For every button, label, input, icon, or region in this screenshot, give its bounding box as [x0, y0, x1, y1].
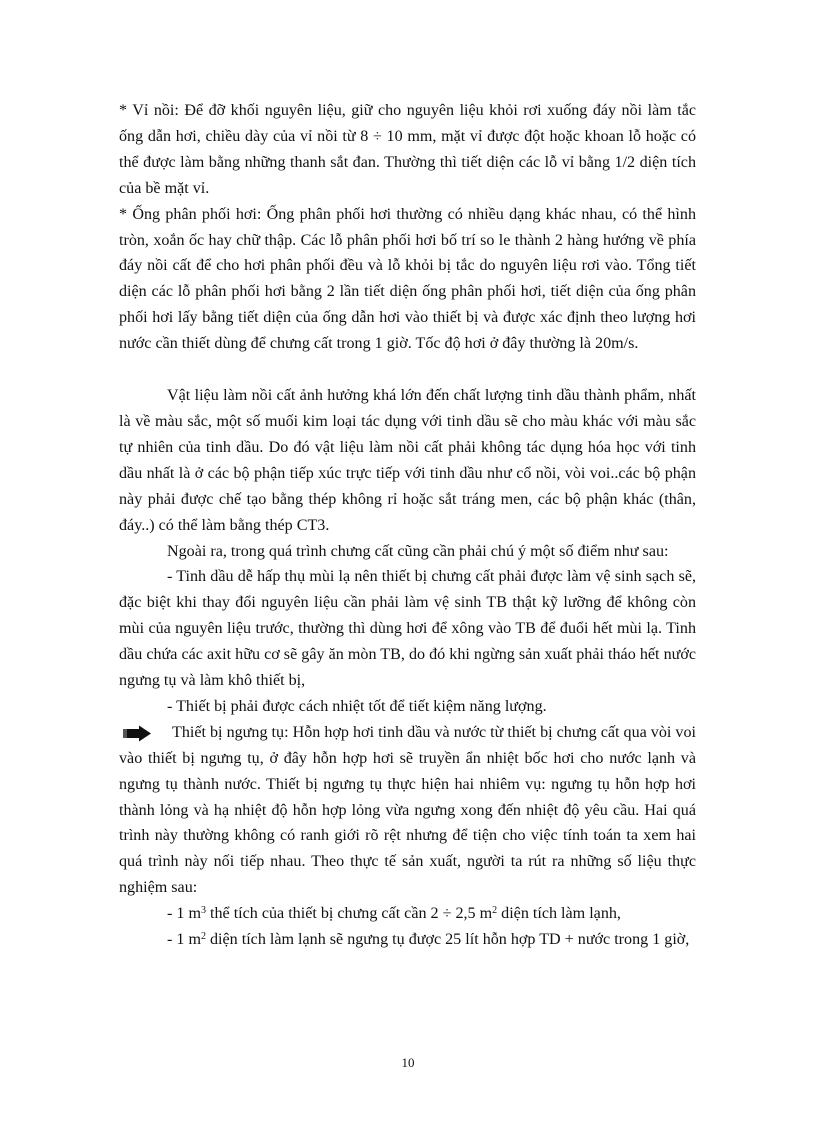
list-item-the-tich-text-3: diện tích làm lạnh,: [497, 905, 621, 923]
list-item-dien-tich: [119, 927, 696, 953]
paragraph-spacer: [119, 357, 696, 383]
paragraph-ong-phan-phoi-hoi: * Ống phân phối hơi: Ống phân phối hơi thường có nhiều dạng khác nhau, có thể hình tròn, xoắn ốc hay chữ thập. Các lỗ phân phối hơi bố trí so le thành 2 hàng hướng về phía đáy nồi cất để cho hơi phân phối đều và lỗ khỏi bị tắc do nguyên liệu rơi vào. Tổng tiết diện các lỗ phân phối hơi bằng 2 lần tiết diện ống phân phối hơi, tiết diện của ống phân phối hơi lấy bằng tiết diện của ống dẫn hơi vào thiết bị và được xác định theo lượng hơi nước cần thiết dùng để chưng cất trong 1 giờ. Tốc độ hơi ở đây thường là 20m/s.: [119, 205, 696, 353]
superscript-squared: 2: [200, 931, 206, 943]
superscript-squared: 2: [492, 905, 498, 917]
list-item-dien-tich-text-1: - 1 m: [167, 931, 201, 949]
page-body: [119, 98, 696, 953]
page-number: 10: [401, 1055, 415, 1070]
list-item-the-tich: [119, 901, 696, 927]
list-item-cach-nhiet: - Thiết bị phải được cách nhiệt tốt để tiết kiệm năng lượng.: [167, 697, 547, 715]
paragraph-vi-noi: * Vỉ nồi: Để đỡ khối nguyên liệu, giữ cho nguyên liệu khỏi rơi xuống đáy nồi làm tắc ống dẫn hơi, chiều dày của vỉ nồi từ 8 ÷ 10 mm, mặt vỉ được đột hoặc khoan lỗ hoặc có thể được làm bằng những thanh sắt đan. Thường thì tiết diện các lỗ vỉ bằng 1/2 diện tích của bề mặt vỉ.: [119, 102, 696, 197]
list-item-the-tich-text-1: - 1 m: [167, 905, 201, 923]
paragraph-ngoai-ra: Ngoài ra, trong quá trình chưng cất cũng cần phải chú ý một số điểm như sau:: [167, 542, 669, 560]
list-item-the-tich-text-2: thể tích của thiết bị chưng cất cần 2 ÷ 2,5 m: [205, 905, 493, 923]
paragraph-thiet-bi-ngung-tu-text: Thiết bị ngưng tụ: Hỗn hợp hơi tinh dầu và nước từ thiết bị chưng cất qua vòi voi vào thiết bị ngưng tụ, ở đây hỗn hợp hơi sẽ truyền ẩn nhiệt bốc hơi cho nước lạnh và ngưng tụ thành nước. Thiết bị ngưng tụ thực hiện hai nhiêm vụ: ngưng tụ hỗn hợp hơi thành lỏng và hạ nhiệt độ hỗn hợp lỏng vừa ngưng xong đến nhiệt độ yêu cầu. Hai quá trình này thường không có ranh giới rõ rệt nhưng để tiện cho việc tính toán ta xem hai quá trình này nối tiếp nhau. Theo thực tế sản xuất, người ta rút ra những số liệu thực nghiệm sau:: [119, 723, 696, 897]
right-arrow-icon: [122, 725, 152, 742]
list-item-tinh-dau: - Tinh dầu dễ hấp thụ mùi lạ nên thiết bị chưng cất phải được làm vệ sinh sạch sẽ, đặc biệt khi thay đổi nguyên liệu cần phải làm vệ sinh TB thật kỹ lưỡng để không còn mùi của nguyên liệu trước, thường thì dùng hơi để xông vào TB để đuổi hết mùi lạ. Tinh dầu chứa các axit hữu cơ sẽ gây ăn mòn TB, do đó khi ngừng sản xuất phải tháo hết nước ngưng tụ và làm khô thiết bị,: [119, 568, 696, 690]
superscript-cubed: 3: [200, 905, 206, 917]
paragraph-vat-lieu: Vật liệu làm nồi cất ảnh hưởng khá lớn đến chất lượng tinh dầu thành phẩm, nhất là về màu sắc, một số muối kim loại tác dụng với tinh dầu sẽ cho màu khác với màu sắc tự nhiên của tinh dầu. Do đó vật liệu làm nồi cất phải không tác dụng hóa học với tinh dầu nhất là ở các bộ phận tiếp xúc trực tiếp với tinh dầu như cổ nồi, vòi voi..các bộ phận này phải được chế tạo bằng thép không rỉ hoặc sắt tráng men, các bộ phận khác (thân, đáy..) có thể làm bằng thép CT3.: [119, 387, 696, 534]
paragraph-thiet-bi-ngung-tu: [119, 720, 696, 901]
list-item-dien-tich-text-2: diện tích làm lạnh sẽ ngưng tụ được 25 lít hỗn hợp TD + nước trong 1 giờ,: [205, 931, 690, 949]
